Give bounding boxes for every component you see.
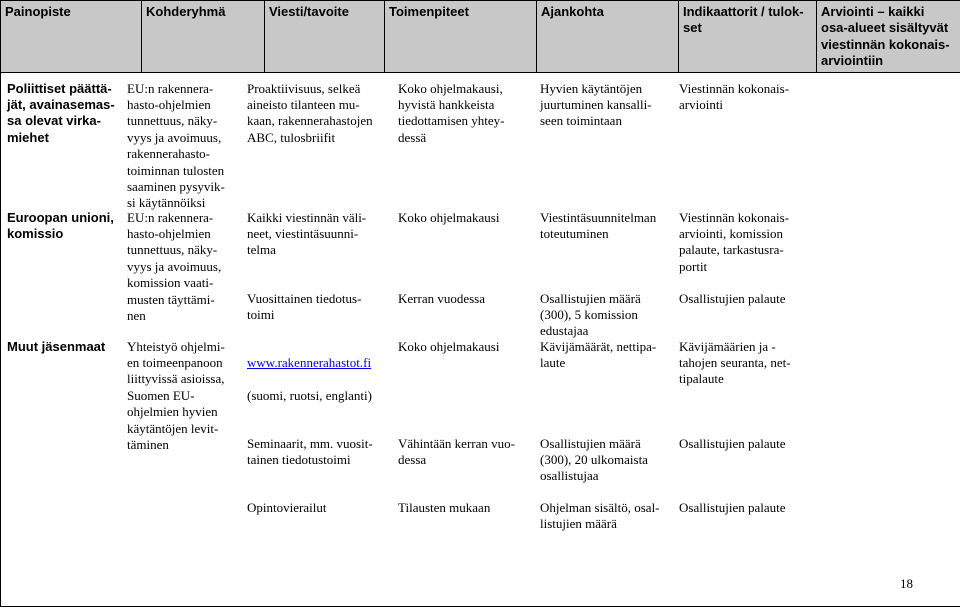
group-policy-makers: Poliittiset päättä- jät, avainasemas- sa olevat virka- miehet (7, 81, 115, 147)
timing-6: Tilausten mukaan (398, 500, 490, 516)
header-ajankohta: Ajankohta (537, 1, 679, 73)
evaluation-3: Osallistujien palaute (679, 291, 786, 307)
evaluation-5: Osallistujien palaute (679, 436, 786, 452)
evaluation-2: Viestinnän kokonais- arviointi, komission palaute, tarkastusra- portit (679, 210, 789, 276)
evaluation-4: Kävijämäärien ja - tahojen seuranta, net- tipalaute (679, 339, 791, 388)
group-other-member-states: Muut jäsenmaat (7, 339, 105, 355)
indicator-3: Osallistujien määrä (300), 5 komission edustajaa (540, 291, 641, 340)
header-kohderyhma: Kohderyhmä (142, 1, 265, 73)
indicator-6: Ohjelman sisältö, osal- listujien määrä (540, 500, 660, 533)
rakennerahastot-link[interactable]: www.rakennerahastot.fi (247, 355, 371, 370)
indicator-2: Viestintäsuunnitelman toteutuminen (540, 210, 656, 243)
timing-4: Koko ohjelmakausi (398, 339, 499, 355)
timing-3: Kerran vuodessa (398, 291, 485, 307)
header-indikaattorit: Indikaattorit / tulok- set (679, 1, 817, 73)
header-arviointi: Arviointi – kaikki osa-alueet sisältyvät viestinnän kokonais- arviointiin (817, 1, 960, 73)
group-eu-commission: Euroopan unioni, komissio (7, 210, 114, 243)
action-2: Kaikki viestinnän väli- neet, viestintäsuunni- telma (247, 210, 366, 259)
indicator-1: Hyvien käytäntöjen juurtuminen kansalli- seen toimintaan (540, 81, 652, 130)
evaluation-6: Osallistujien palaute (679, 500, 786, 516)
timing-5: Vähintään kerran vuo- dessa (398, 436, 515, 469)
action-4 (247, 339, 372, 405)
action-4-languages: (suomi, ruotsi, englanti) (247, 388, 372, 403)
table-body (1, 73, 960, 606)
header-viesti-tavoite: Viesti/tavoite (265, 1, 385, 73)
action-6: Opintovierailut (247, 500, 326, 516)
indicator-4: Kävijämäärät, nettipa- laute (540, 339, 656, 372)
timing-1: Koko ohjelmakausi, hyvistä hankkeista tiedottamisen yhtey- dessä (398, 81, 505, 147)
evaluation-1: Viestinnän kokonais- arviointi (679, 81, 789, 114)
header-row (1, 1, 960, 73)
header-toimenpiteet: Toimenpiteet (385, 1, 537, 73)
message-1: EU:n rakennera- hasto-ohjelmien tunnettuus, näky- vyys ja avoimuus, rakennerahasto- toiminnan tulosten saaminen pysyvik- si käytännöiksi (127, 81, 225, 212)
action-1: Proaktiivisuus, selkeä aineisto tilanteen mu- kaan, rakennerahastojen ABC, tulosbriifit (247, 81, 373, 147)
header-painopiste: Painopiste (1, 1, 142, 73)
indicator-5: Osallistujien määrä (300), 20 ulkomaista osallistujaa (540, 436, 648, 485)
action-5: Seminaarit, mm. vuosit- tainen tiedotustoimi (247, 436, 373, 469)
page-number: 18 (900, 576, 913, 592)
message-3: Yhteistyö ohjelmi- en toimeenpanoon liittyvissä asioissa, Suomen EU- ohjelmien hyvien käytäntöjen levit- täminen (127, 339, 225, 454)
timing-2: Koko ohjelmakausi (398, 210, 499, 226)
body-row (1, 72, 960, 606)
action-3: Vuosittainen tiedotus- toimi (247, 291, 361, 324)
message-2: EU:n rakennera- hasto-ohjelmien tunnettuus, näky- vyys ja avoimuus, komission vaati- musten täyttämi- nen (127, 210, 221, 325)
